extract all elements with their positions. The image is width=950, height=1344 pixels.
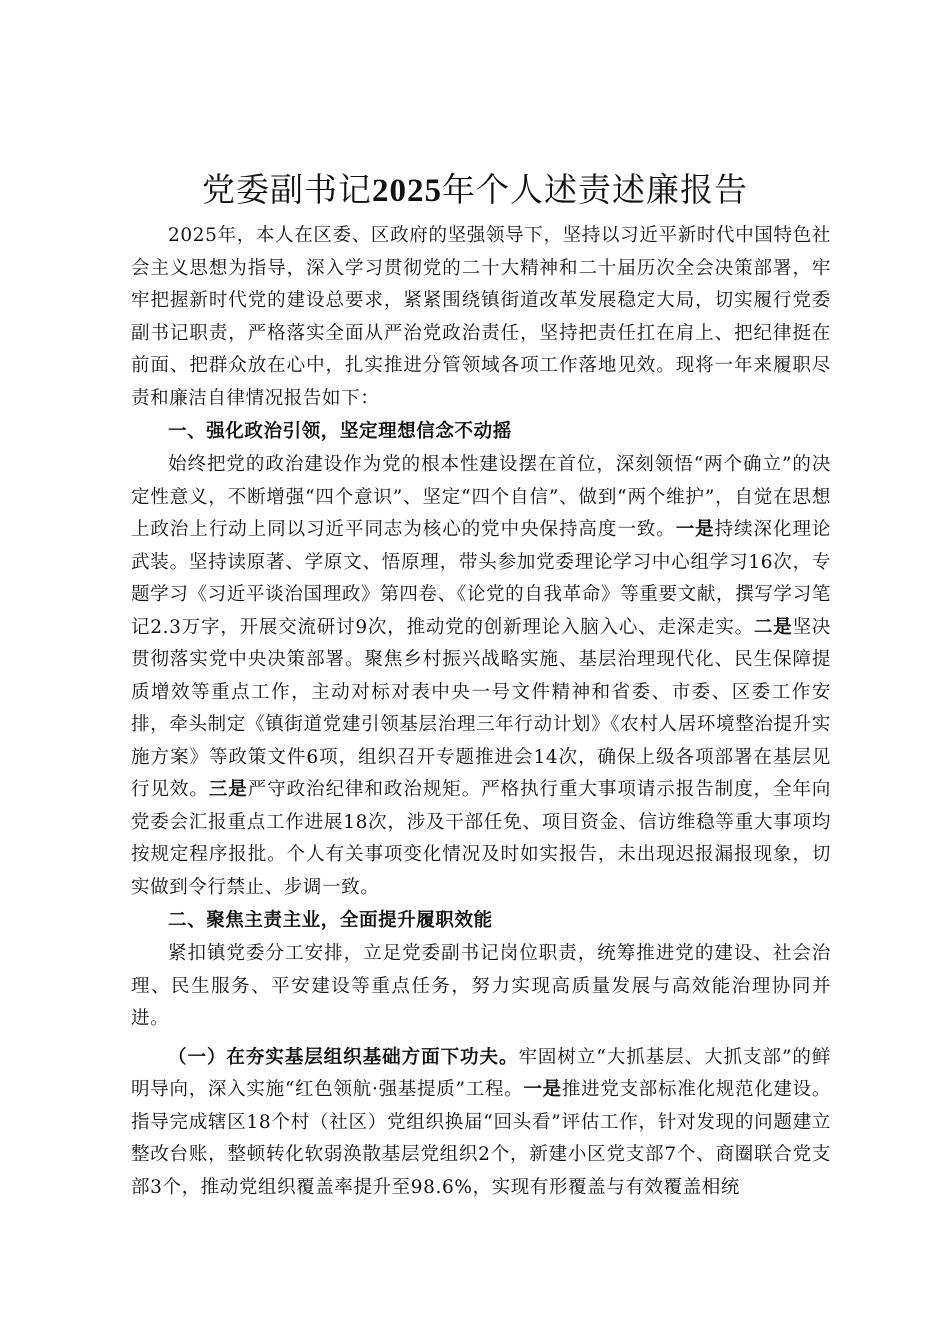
section-2-sub-1-text: 牢固树立“大抓基层、大抓支部”的鲜明导向，深入实施“红色领航·强基提质”工程。 — [131, 1046, 831, 1100]
section-1-paragraph — [131, 449, 831, 904]
document-body — [131, 220, 831, 1204]
section-2-sub-1-marker-1: 一是 — [523, 1079, 562, 1100]
section-1-marker-1: 一是 — [675, 519, 715, 540]
section-1-marker-3: 三是 — [208, 779, 248, 800]
section-1-point-1: 持续深化理论武装。坚持读原著、学原文、悟原理，带头参加党委理论学习中心组学习16次，专题学习《习近平谈治国理政》第四卷、《论党的自我革命》等重要文献，撰写学习笔记2.3万字，开展交流研讨9次，推动党的创新理论入脑入心、走深走实。 — [131, 519, 831, 638]
intro-paragraph: 2025年，本人在区委、区政府的坚强领导下，坚持以习近平新时代中国特色社会主义思想为指导，深入学习贯彻党的二十大精神和二十届历次全会决策部署，牢牢把握新时代党的建设总要求，紧紧围绕镇街道改革发展稳定大局，切实履行党委副书记职责，严格落实全面从严治党政治责任，坚持把责任扛在肩上、把纪律挺在前面、把群众放在心中，扎实推进分管领域各项工作落地见效。现将一年来履职尽责和廉洁自律情况报告如下： — [131, 225, 831, 409]
section-2-lead-paragraph: 紧扣镇党委分工安排，立足党委副书记岗位职责，统筹推进党的建设、社会治理、民生服务、平安建设等重点任务，努力实现高质量发展与高效能治理协同并进。 — [131, 943, 831, 1029]
section-2-heading: 二、聚焦主责主业，全面提升履职效能 — [168, 910, 493, 931]
document-title — [0, 168, 950, 213]
section-1-point-3: 严守政治纪律和政治规矩。严格执行重大事项请示报告制度，全年向党委会汇报重点工作进展18次，涉及干部任免、项目资金、信访维稳等重大事项均按规定程序报批。个人有关事项变化情况及时如实报告，未出现迟报漏报现象，切实做到令行禁止、步调一致。 — [131, 779, 832, 898]
title-suffix: 年个人述责述廉报告 — [442, 170, 748, 209]
section-2-sub-1-heading: （一）在夯实基层组织基础方面下功夫。 — [168, 1046, 519, 1068]
title-prefix: 党委副书记 — [202, 170, 372, 209]
section-1-heading: 一、强化政治引领，坚定理想信念不动摇 — [168, 421, 512, 442]
section-1-point-2: 坚决贯彻落实党中央决策部署。聚焦乡村振兴战略实施、基层治理现代化、民生保障提质增效等重点工作，主动对标对表中央一号文件精神和省委、市委、区委工作安排，牵头制定《镇街道党建引领基层治理三年行动计划》《农村人居环境整治提升实施方案》等政策文件6项，组织召开专题推进会14次，确保上级各项部署在基层见行见效。 — [131, 616, 831, 800]
section-1-marker-2: 二是 — [753, 616, 793, 638]
section-2-sub-1-paragraph — [131, 1042, 831, 1205]
section-2-sub-1-point-1: 推进党支部标准化规范化建设。指导完成辖区18个村（社区）党组织换届“回头看”评估工作，针对发现的问题建立整改台账，整顿转化软弱涣散基层党组织2个，新建小区党支部7个、商圈联合党支部3个，推动党组织覆盖率提升至98.6%，实现有形覆盖与有效覆盖相统 — [131, 1079, 831, 1198]
section-1-lead: 始终把党的政治建设作为党的根本性建设摆在首位，深刻领悟“两个确立”的决定性意义，不断增强“四个意识”、坚定“四个自信”、做到“两个维护”，自觉在思想上政治上行动上同以习近平同志为核心的党中央保持高度一致。 — [131, 454, 831, 540]
title-year: 2025 — [372, 173, 442, 209]
